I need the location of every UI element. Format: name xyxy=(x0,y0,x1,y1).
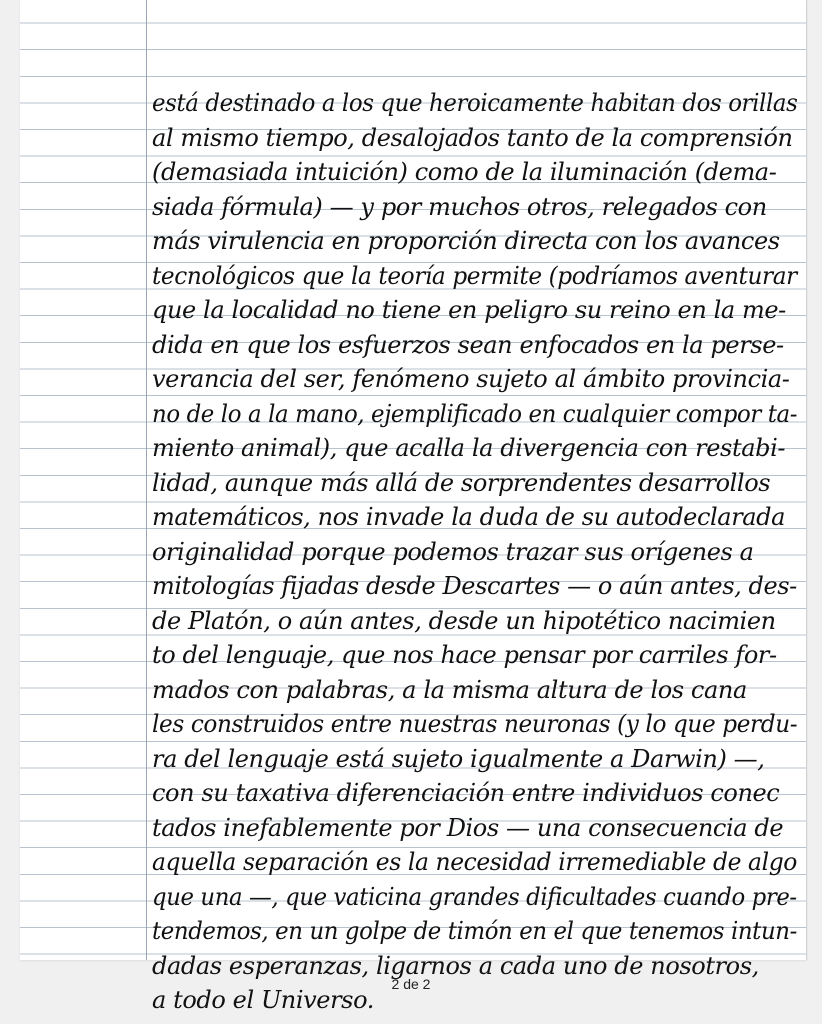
text-line: que la localidad no tiene en peligro su reino en la me- xyxy=(152,296,786,324)
text-line: ra del lenguaje está sujeto igualmente a Darwin) —, xyxy=(152,744,765,773)
text-line: miento animal), que acalla la divergencia con restabi- xyxy=(152,434,786,462)
text-line: a todo el Universo. xyxy=(152,986,374,1014)
text-line: aquella separación es la necesidad irremediable de algo xyxy=(152,848,797,876)
text-line: está destinado a los que heroicamente habitan dos orillas xyxy=(152,89,798,117)
text-line: que una —, que vaticina grandes dificultades cuando pre- xyxy=(152,882,797,911)
text-line: tados inefablemente por Dios — una consecuencia de xyxy=(152,813,784,842)
text-line: dida en que los esfuerzos sean enfocados en la perse- xyxy=(152,330,784,359)
text-line: les construidos entre nuestras neuronas (y lo que perdu- xyxy=(152,710,798,738)
page-indicator: 2 de 2 xyxy=(391,976,431,992)
text-line: lidad, aunque más allá de sorprendentes desarrollos xyxy=(152,468,771,497)
text-line: al mismo tiempo, desalojados tanto de la comprensión xyxy=(152,123,793,152)
text-line: originalidad porque podemos trazar sus orígenes a xyxy=(152,537,754,566)
text-line: tecnológicos que la teoría permite (podríamos aventurar xyxy=(152,261,797,290)
text-line: (demasiada intuición) como de la iluminación (dema- xyxy=(152,158,777,186)
text-line: más virulencia en proporción directa con los avances xyxy=(152,227,780,255)
text-line: verancia del ser, fenómeno sujeto al ámbito provincia- xyxy=(152,365,790,393)
text-line: matemáticos, nos invade la duda de su autodeclarada xyxy=(152,503,786,531)
handwritten-text xyxy=(152,86,797,1018)
text-line: mitologías fijadas desde Descartes — o aún antes, des- xyxy=(152,572,797,600)
text-line: to del lenguaje, que nos hace pensar por carriles for- xyxy=(152,641,777,669)
text-line: siada fórmula) — y por muchos otros, relegados con xyxy=(152,192,767,221)
text-line: de Platón, o aún antes, desde un hipotético nacimien xyxy=(152,606,776,635)
text-line: con su taxativa diferenciación entre individuos conec xyxy=(152,779,780,807)
text-line: tendemos, en un golpe de timón en el que tenemos intun- xyxy=(152,917,797,945)
text-line: dadas esperanzas, ligarnos a cada uno de nosotros, xyxy=(152,951,759,980)
margin-line xyxy=(146,0,147,960)
text-line: no de lo a la mano, ejemplificado en cualquier compor ta- xyxy=(152,399,798,428)
text-line: mados con palabras, a la misma altura de los cana xyxy=(152,675,747,704)
